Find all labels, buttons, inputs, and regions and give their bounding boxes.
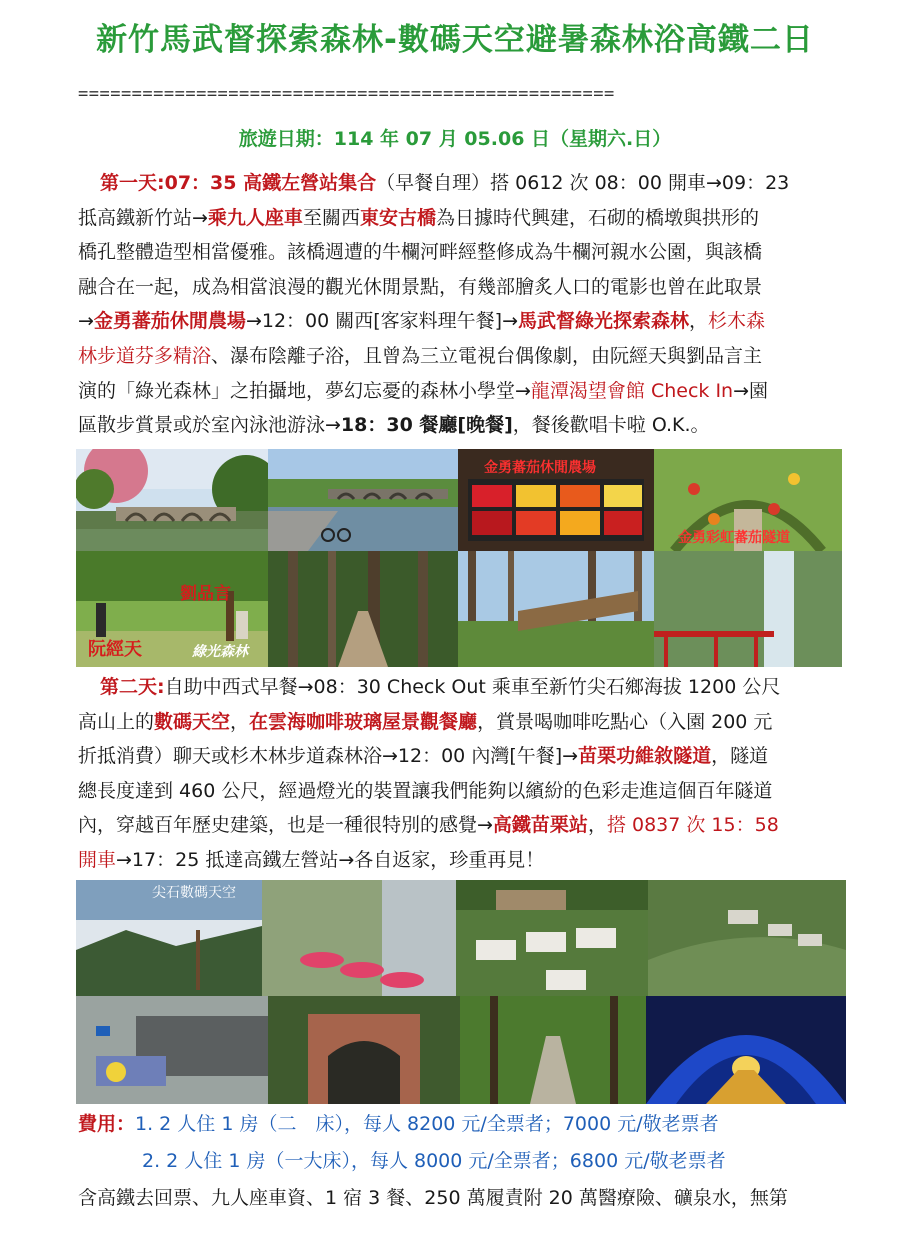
day2-line <box>78 843 854 878</box>
day1-text: （早餐自理）搭 0612 次 08：00 開車→09：23 <box>376 172 790 194</box>
day2-text: 折抵消費）聊天或杉木林步道森林浴→12：00 內灣[午餐]→ <box>78 745 579 768</box>
photo-brick-tunnel <box>268 996 460 1104</box>
day1-text: 、瀑布陰離子浴，且曾為三立電視台偶像劇，由阮經天與劉品言主 <box>211 344 763 367</box>
day2-paragraph <box>78 670 854 878</box>
photo-green-forest-actors <box>76 551 268 667</box>
photo-ancient-bridge <box>76 449 268 551</box>
divider: ================================================== <box>78 84 615 104</box>
photo-cabins <box>456 880 648 996</box>
day1-line <box>78 339 854 374</box>
day1-text: 馬武督綠光探索森林 <box>518 310 690 333</box>
day2-text: 自助中西式早餐→08：30 Check Out 乘車至新竹尖石鄉海拔 1200 公尺 <box>164 676 781 698</box>
fee-label: 費用： <box>78 1113 136 1135</box>
day2-text: 在雲海咖啡玻璃屋景觀餐廳 <box>249 710 478 733</box>
day1-text: →12：00 關西[客家料理午餐]→ <box>245 310 518 333</box>
day2-line <box>78 670 854 705</box>
page-title: 新竹馬武督探索森林-數碼天空避暑森林浴高鐵二日 <box>96 22 814 58</box>
photo-glass-house-cafe <box>262 880 456 996</box>
day1-text: 演的「綠光森林」之拍攝地，夢幻忘憂的森林小學堂→ <box>78 379 531 402</box>
day1-text: 金勇蕃茄休閒農場 <box>93 310 246 333</box>
day2-text: 搭 0837 次 15：58 <box>606 814 779 837</box>
day1-text: 抵高鐵新竹站→ <box>78 206 208 229</box>
photo-forest-path <box>460 996 646 1104</box>
fee-item-2: 2. 2 人住 1 房（一大床），每人 8000 元/全票者；6800 元/敬老票者 <box>142 1150 726 1172</box>
fee-includes: 含高鐵去回票、九人座車資、1 宿 3 餐、250 萬履責附 20 萬醫療險、礦泉水，無第 <box>78 1187 788 1209</box>
photo-lit-tunnel <box>646 996 846 1104</box>
day1-line <box>78 374 854 409</box>
photo-rainbow-tunnel <box>654 449 842 551</box>
day1-line <box>78 408 854 443</box>
day1-text: 橋孔整體造型相當優雅。該橋週遭的牛欄河畔經整修成為牛欄河親水公園，與該橋 <box>78 241 763 264</box>
day1-paragraph <box>78 166 854 443</box>
caption-forest-sign: 綠光森林 <box>192 644 248 660</box>
travel-date: 旅遊日期：114 年 07 月 05.06 日（星期六.日） <box>238 128 672 150</box>
photo-tomato-farm <box>458 449 654 551</box>
day2-line <box>78 808 854 843</box>
photo-tunnel-entrance-mural <box>76 996 268 1104</box>
caption-sky: 尖石數碼天空 <box>152 885 236 901</box>
fee-item-1: 1. 2 人住 1 房（二 床），每人 8200 元/全票者；7000 元/敬老票者 <box>135 1113 719 1135</box>
photo-cedar-boardwalk <box>458 551 654 667</box>
day1-text: 融合在一起，成為相當浪漫的觀光休閒景點，有幾部膾炙人口的電影也曾在此取景 <box>78 275 763 298</box>
day1-text: 林步道芬多精浴 <box>78 344 212 367</box>
caption-actor: 阮經天 <box>88 639 142 660</box>
day1-text: 龍潭渴望會館 Check In <box>530 379 734 402</box>
day1-text: 18：30 餐廳[晚餐] <box>340 414 513 437</box>
day1-text: 東安古橋 <box>359 206 436 229</box>
day2-text: ，賞景喝咖啡吃點心（入園 200 元 <box>477 710 773 733</box>
day2-text: 總長度達到 460 公尺，經過燈光的裝置讓我們能夠以繽紛的色彩走進這個百年隧道 <box>78 779 773 802</box>
day1-line <box>78 201 854 236</box>
photo-sea-of-clouds <box>76 880 262 996</box>
day1-text: 乘九人座車 <box>207 206 303 229</box>
day1-text: 為日據時代興建，石砌的橋墩與拱形的 <box>435 206 759 229</box>
day1-text: →園 <box>733 379 769 402</box>
day2-text: ，隧道 <box>711 745 769 768</box>
fee-line-1 <box>78 1109 719 1136</box>
day2-line <box>78 739 854 774</box>
day2-line <box>78 705 854 740</box>
day2-text: ， <box>230 710 250 733</box>
day1-text: 第一天:07：35 高鐵左營站集合 <box>100 172 377 194</box>
day1-text: 至關西 <box>302 206 360 229</box>
day2-text: 高鐵苗栗站 <box>492 814 588 837</box>
caption-farm-sign: 金勇蕃茄休閒農場 <box>484 460 596 476</box>
photo-forest-trail <box>268 551 458 667</box>
day1-text: 區散步賞景或於室內泳池游泳→ <box>78 414 341 437</box>
fee-line-2 <box>142 1146 726 1173</box>
photo-hillside-resort <box>648 880 846 996</box>
day1-line <box>78 166 854 201</box>
day2-text: 數碼天空 <box>154 710 231 733</box>
day2-text: 第二天: <box>100 676 165 698</box>
day1-text: ，餐後歡唱卡啦 O.K.。 <box>512 414 710 437</box>
day1-line <box>78 304 854 339</box>
caption-actress: 劉品言 <box>180 584 231 604</box>
day2-text: 高山上的 <box>78 710 155 733</box>
day1-text: ， <box>689 310 709 333</box>
day1-text: → <box>78 310 94 333</box>
day2-text: 開車 <box>78 848 117 871</box>
day1-line <box>78 235 854 270</box>
day1-line <box>78 270 854 305</box>
day2-text: ， <box>587 814 607 837</box>
day1-text: 杉木森 <box>708 310 766 333</box>
photo-river-park <box>268 449 458 551</box>
caption-rainbow-tunnel: 金勇彩虹蕃茄隧道 <box>678 530 790 546</box>
day2-line <box>78 774 854 809</box>
photo-waterfall <box>654 551 842 667</box>
day2-text: 內，穿越百年歷史建築，也是一種很特別的感覺→ <box>78 814 493 837</box>
day2-text: 苗栗功維敘隧道 <box>578 745 712 768</box>
day2-text: →17：25 抵達高鐵左營站→各自返家，珍重再見！ <box>116 848 545 871</box>
